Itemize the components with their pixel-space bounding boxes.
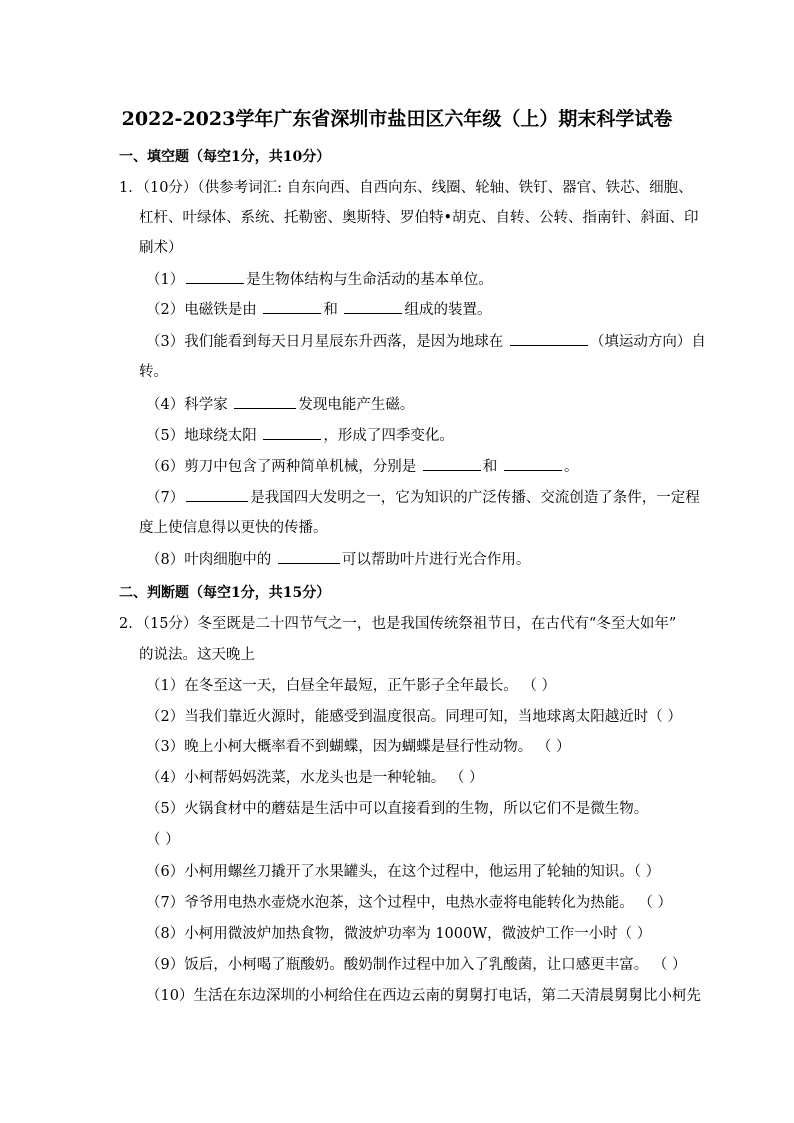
- q1-item-7: [146, 487, 700, 508]
- answer-blank[interactable]: [186, 487, 248, 502]
- answer-blank[interactable]: [263, 299, 321, 314]
- answer-blank[interactable]: [234, 394, 296, 409]
- q2-item-10: （10）生活在东边深圳的小柯给住在西边云南的舅舅打电话，第二天清晨舅舅比小柯先: [146, 988, 701, 1004]
- question-2-intro: 2．（15分）冬至既是二十四节气之一，也是我国传统祭祖节日，在古代有“冬至大如年”: [119, 616, 677, 632]
- q2-item-2: （2）当我们靠近火源时，能感受到温度很高。同理可知，当地球离太阳越近时（ ）: [146, 709, 682, 725]
- q1-item-5: [146, 425, 454, 446]
- q2-item-4: （4）小柯帮妈妈洗菜，水龙头也是一种轮轴。 （ ）: [146, 770, 484, 786]
- item-text: （1）: [146, 272, 185, 288]
- item-text: （填运动方向）自: [589, 334, 706, 350]
- question-1-intro-line3: 刷术）: [139, 240, 183, 256]
- q1-item-3-cont: 转。: [139, 364, 168, 380]
- item-text: （5）地球绕太阳: [146, 428, 262, 444]
- q1-item-1: [146, 269, 493, 290]
- item-text: 和: [482, 459, 502, 475]
- q1-item-8: [146, 549, 530, 570]
- item-text: （4）科学家: [146, 397, 233, 413]
- item-text: 组成的装置。: [404, 302, 492, 318]
- item-text: （7）: [146, 490, 185, 506]
- answer-blank[interactable]: [344, 299, 402, 314]
- item-text: 可以帮助叶片进行光合作用。: [341, 552, 531, 568]
- question-2-intro-line2: 的说法。这天晚上: [139, 647, 255, 663]
- q2-item-8: （8）小柯用微波炉加热食物，微波炉功率为 1000W，微波炉工作一小时（ ）: [146, 926, 652, 942]
- q2-item-6: （6）小柯用螺丝刀撬开了水果罐头，在这个过程中，他运用了轮轴的知识。（ ）: [146, 864, 661, 880]
- answer-blank[interactable]: [423, 456, 481, 471]
- item-text: （8）叶肉细胞中的: [146, 552, 276, 568]
- q2-item-3: （3）晚上小柯大概率看不到蝴蝶，因为蝴蝶是昼行性动物。 （ ）: [146, 739, 571, 755]
- item-text: ，形成了四季变化。: [323, 428, 454, 444]
- q2-item-5: （5）火锅食材中的蘑菇是生活中可以直接看到的生物，所以它们不是微生物。: [146, 801, 649, 817]
- page-title: 2022-2023学年广东省深圳市盐田区六年级（上）期末科学试卷: [121, 108, 673, 130]
- item-text: 和: [323, 302, 343, 318]
- section-heading-true-false: 二、判断题（每空1分，共15分）: [119, 585, 331, 601]
- q1-item-3: [146, 331, 706, 352]
- item-text: （3）我们能看到每天日月星辰东升西落，是因为地球在: [146, 334, 508, 350]
- item-text: （6）剪刀中包含了两种简单机械，分别是: [146, 459, 421, 475]
- item-text: 。: [563, 459, 579, 475]
- q1-item-2: [146, 299, 491, 320]
- q2-item-5-answer: （ ）: [146, 832, 180, 848]
- q2-item-1: （1）在冬至这一天，白昼全年最短，正午影子全年最长。 （ ）: [146, 678, 556, 694]
- question-1-intro: 1．（10分）（供参考词汇: 自东向西、自西向东、线圈、轮轴、铁钉、器官、铁芯、细胞、: [119, 180, 693, 196]
- answer-blank[interactable]: [263, 425, 321, 440]
- q2-item-7: （7）爷爷用电热水壶烧水泡茶，这个过程中，电热水壶将电能转化为热能。 （ ）: [146, 895, 672, 911]
- answer-blank[interactable]: [186, 269, 244, 284]
- item-text: （2）电磁铁是由: [146, 302, 262, 318]
- answer-blank[interactable]: [278, 549, 340, 564]
- answer-blank[interactable]: [510, 331, 588, 346]
- question-1-intro-line2: 杠杆、叶绿体、系统、托勒密、奥斯特、罗伯特•胡克、自转、公转、指南针、斜面、印: [139, 210, 699, 226]
- item-text: 是生物体结构与生命活动的基本单位。: [246, 272, 493, 288]
- q1-item-4: [146, 394, 414, 415]
- answer-blank[interactable]: [504, 456, 562, 471]
- item-text: 是我国四大发明之一，它为知识的广泛传播、交流创造了条件，一定程: [250, 490, 700, 506]
- q1-item-7-cont: 度上使信息得以更快的传播。: [139, 520, 328, 536]
- q1-item-6: [146, 456, 578, 477]
- item-text: 发现电能产生磁。: [298, 397, 415, 413]
- section-heading-fill-blank: 一、填空题（每空1分，共10分）: [119, 149, 331, 165]
- q2-item-9: （9）饭后，小柯喝了瓶酸奶。酸奶制作过程中加入了乳酸菌，让口感更丰富。 （ ）: [146, 957, 687, 973]
